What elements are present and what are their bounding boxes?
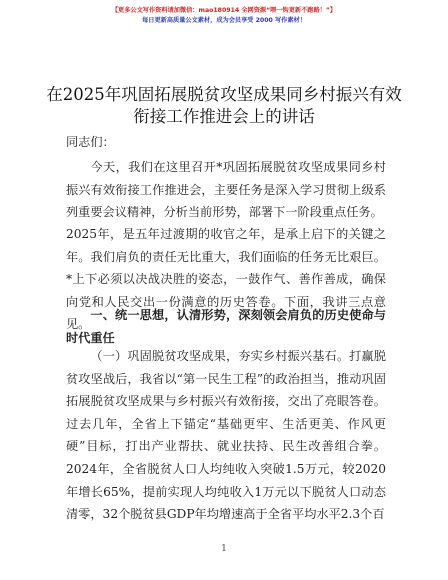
promo-banner-line-1: 【更多公文写作资料请加微信：mao180914 全网资源“喂一钩更新不跑路！”】: [111, 7, 337, 14]
paragraph-3: （一）巩固脱贫攻坚成果，夯实乡村振兴基石。打赢脱贫攻坚战后，我省以“第一民生工程”的政治担当，推动巩固拓展脱贫攻坚成果与乡村振兴有效衔接，交出了亮眼答卷。过去几年，全省上下锚定“基础更牢、生活更美、作风更硬”目标，打出产业帮扶、就业扶持、民生改善组合拳。2024年，全省脱贫人口人均纯收入突破1.5万元，较2020年增长65%，提前实现人均纯收入1万元以下脱贫人口动态清零，32个脱贫县GDP年均增速高于全省平均水平2.3个百: [66, 349, 386, 522]
greeting: 同志们：: [66, 135, 115, 149]
section-heading-1: 一、统一思想，认清形势，深刻领会肩负的历史使命与时代重任: [66, 308, 386, 345]
paragraph-1: 今天，我们在这里召开*巩固拓展脱贫攻坚成果同乡村振兴有效衔接工作推进会，主要任务是深入学习贯彻上级系列重要会议精神，分析当前形势，部署下一阶段重点任务。: [66, 160, 386, 220]
page-number: 1: [221, 544, 227, 554]
promo-banner-line-2: 每日更新高质量公文素材，成为会员享受 2000 写作素材！: [142, 17, 306, 24]
promo-banner: [0, 6, 448, 26]
paragraph-2: 2025年，是五年过渡期的收官之年，是承上启下的关键之年。我们肩负的责任无比重大，我们面临的任务无比艰巨。*上下必须以决战决胜的姿态，一鼓作气、善作善成，确保向党和人民交出一份满意的历史答卷。下面，我讲三点意见。: [66, 227, 386, 332]
document-title: 在2025年巩固拓展脱贫攻坚成果同乡村振兴有效衔接工作推进会上的讲话: [46, 85, 402, 126]
